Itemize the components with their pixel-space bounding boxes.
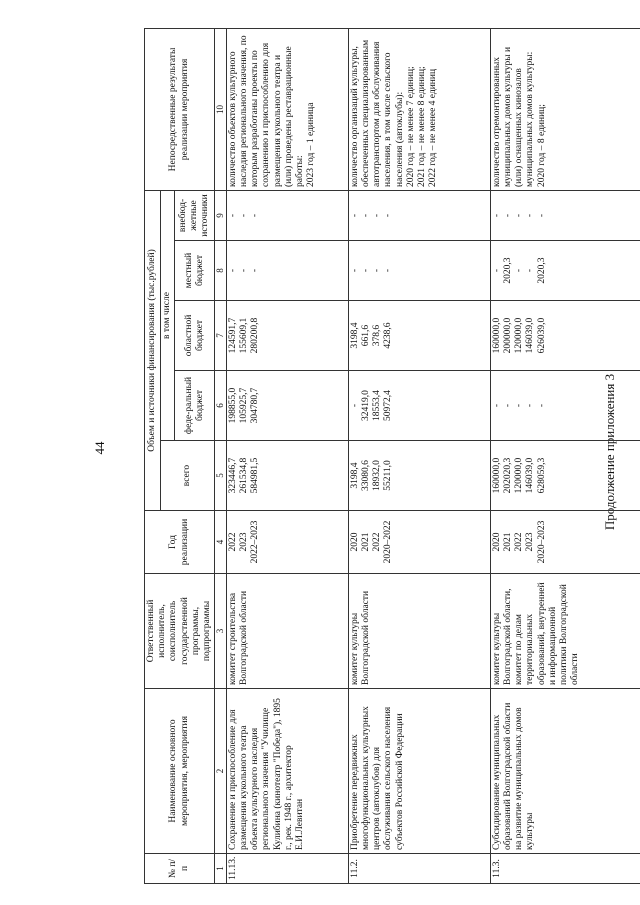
value-line: - (372, 268, 383, 273)
value-line: 202020,3 (503, 457, 514, 494)
text-line: 2020 год – 8 единиц; (536, 104, 547, 187)
value-line: - (491, 213, 502, 218)
activity-name (226, 689, 348, 854)
offbudget-values (348, 190, 490, 240)
funding-table (144, 28, 640, 884)
value-line: 2020 (491, 532, 502, 552)
value-line: 2022–2023 (250, 520, 261, 564)
table-row (490, 28, 640, 883)
col-index: 1 (215, 854, 227, 884)
federal-values (348, 371, 490, 441)
table-body (226, 28, 640, 883)
value-line: 2020 (349, 532, 360, 552)
value-line: - (525, 213, 536, 218)
text-line: Субсидирование муниципальных образований Волгоградской области на развитие муниципальных домов культуры (491, 702, 536, 850)
value-line: - (383, 268, 394, 273)
value-line: - (250, 213, 261, 218)
value-line: 2020–2022 (383, 520, 394, 564)
value-line: - (361, 268, 372, 273)
regional-values (348, 301, 490, 371)
value-line: 146039,0 (525, 457, 536, 494)
value-line: - (239, 213, 250, 218)
text-line: количество отремонтированных муниципальных домов культуры и (или) оснащенных кинозалов муниципальных домов культуры: (491, 46, 536, 187)
text-line: 11.3. (491, 859, 502, 878)
header-name: Наименование основного мероприятия, мероприятия (145, 689, 215, 854)
value-line: 2022 (514, 532, 525, 552)
executor (226, 574, 348, 689)
value-line: 32419,0 (361, 390, 372, 421)
value-line: 2020,3 (536, 257, 547, 284)
value-line: - (525, 268, 536, 273)
activity-name (348, 689, 490, 854)
value-line: 4238,6 (383, 322, 394, 349)
value-line: - (383, 213, 394, 218)
value-line: - (491, 403, 502, 408)
regional-values (490, 301, 640, 371)
header-executor: Ответственный исполнитель, соисполнитель государственной программы, подпрограммы (145, 574, 215, 689)
header-incl: в том числе (161, 190, 175, 440)
table-row (348, 28, 490, 883)
continuation-note: Продолжение приложения 3 (602, 373, 617, 531)
value-line: 626039,0 (536, 317, 547, 354)
value-line: - (491, 268, 502, 273)
value-line: 3198,4 (349, 322, 360, 349)
col-index: 9 (215, 190, 227, 240)
local-values (490, 241, 640, 301)
header-year: Год реализации (145, 511, 215, 574)
value-line: 18932,0 (372, 460, 383, 491)
value-line: - (227, 213, 238, 218)
executor (490, 574, 640, 689)
header-results: Непосредственные результаты реализации мероприятия (145, 28, 215, 190)
value-line: - (227, 268, 238, 273)
value-line: 50972,4 (383, 390, 394, 421)
value-line: 55211,0 (383, 460, 394, 491)
value-line: 2022 (227, 532, 238, 552)
header-regional: областной бюджет (175, 301, 215, 371)
value-line: 200000,0 (503, 317, 514, 354)
col-index: 8 (215, 241, 227, 301)
text-line: количество организаций культуры, обеспеченных специализированным автотранспортом для обслуживания населения, в том числе сельского населения (автоклубы): (349, 39, 405, 187)
offbudget-values (226, 190, 348, 240)
row-number (348, 854, 490, 884)
col-index: 2 (215, 689, 227, 854)
text-line: 11.13. (227, 856, 238, 880)
col-index: 6 (215, 371, 227, 441)
text-line: Приобретение передвижных многофункциональных культурных центров (автоклубов) для обслуживания сельского населения субъектов Российской Федерации (349, 706, 405, 850)
results-text (226, 28, 348, 190)
text-line: Сохранение и приспособление для размещения кукольного театра объекта культурного наследия регионального значения "Училище Кулибина (кинотеатр "Победа"), 1895 г., рек. 1948 г., архитектор Е.И.Левитан (227, 698, 306, 850)
column-index-row (215, 28, 227, 883)
value-line: 280200,8 (250, 317, 261, 354)
activity-name (490, 689, 640, 854)
value-line: - (349, 213, 360, 218)
value-line: 2020,3 (503, 257, 514, 284)
regional-values (226, 301, 348, 371)
years-list (490, 511, 640, 574)
years-list (348, 511, 490, 574)
col-index: 4 (215, 511, 227, 574)
results-text (490, 28, 640, 190)
rotated-table-container (144, 29, 628, 884)
value-line: - (525, 403, 536, 408)
value-line: 124591,7 (227, 317, 238, 354)
row-number (490, 854, 640, 884)
value-line: - (361, 213, 372, 218)
local-values (226, 241, 348, 301)
value-line: 2021 (361, 532, 372, 552)
table-row (226, 28, 348, 883)
value-line: 2021 (503, 532, 514, 552)
years-list (226, 511, 348, 574)
value-line: 378,6 (372, 324, 383, 347)
header-federal: феде-ральный бюджет (175, 371, 215, 441)
value-line: 120000,0 (514, 457, 525, 494)
total-values (348, 441, 490, 511)
total-values (226, 441, 348, 511)
value-line: - (372, 213, 383, 218)
value-line: - (503, 403, 514, 408)
value-line: 2023 (239, 532, 250, 552)
header-funding: Объем и источники финансирования (тыс.рублей) (145, 190, 161, 510)
value-line: 661,6 (361, 324, 372, 347)
value-line: 3198,4 (349, 462, 360, 489)
value-line: 155609,1 (239, 317, 250, 354)
header-offbudget: внебюд-жетные источники (175, 190, 215, 240)
value-line: 146039,0 (525, 317, 536, 354)
total-values (490, 441, 640, 511)
col-index: 7 (215, 301, 227, 371)
value-line: 33080,6 (361, 460, 372, 491)
value-line: 105925,7 (239, 387, 250, 424)
value-line: - (514, 213, 525, 218)
local-values (348, 241, 490, 301)
value-line: - (349, 403, 360, 408)
value-line: - (250, 268, 261, 273)
value-line: 628059,3 (536, 457, 547, 494)
text-line: комитет культуры Волгоградской области, комитет по делам территориальных образований, внутренней и информационной политики Волгоградской области (491, 582, 581, 685)
federal-values (490, 371, 640, 441)
value-line: 584981,5 (250, 457, 261, 494)
text-line: количество объектов культурного наследия регионального значения, по которым разработаны проекты по сохранению и приспособлению для размещения кукольного театра и (или) проведены реставрационные работы: (227, 35, 306, 187)
value-line: 198855,0 (227, 387, 238, 424)
text-line: комитет культуры Волгоградской области (349, 590, 372, 685)
value-line: 261534,8 (239, 457, 250, 494)
row-number (226, 854, 348, 884)
text-line: 2020 год – не менее 7 единиц; (405, 66, 416, 187)
value-line: 160000,0 (491, 457, 502, 494)
value-line: - (536, 213, 547, 218)
header-local: местный бюджет (175, 241, 215, 301)
header-num: № п/п (145, 854, 215, 884)
value-line: 2023 (525, 532, 536, 552)
offbudget-values (490, 190, 640, 240)
value-line: - (503, 213, 514, 218)
value-line: 160000,0 (491, 317, 502, 354)
executor (348, 574, 490, 689)
value-line: - (239, 268, 250, 273)
value-line: - (349, 268, 360, 273)
value-line: - (514, 403, 525, 408)
page-number: 44 (92, 441, 107, 455)
value-line: 323446,7 (227, 457, 238, 494)
federal-values (226, 371, 348, 441)
value-line: 120000,0 (514, 317, 525, 354)
value-line: 18553,4 (372, 390, 383, 421)
text-line: 2021 год – не менее 8 единиц; (417, 66, 428, 187)
header-total: всего (161, 441, 215, 511)
text-line: 11.2. (349, 859, 360, 878)
value-line: 2022 (372, 532, 383, 552)
col-index: 3 (215, 574, 227, 689)
text-line: 2022 год – не менее 4 единиц (428, 68, 439, 187)
value-line: 304780,7 (250, 387, 261, 424)
col-index: 5 (215, 441, 227, 511)
value-line: - (536, 403, 547, 408)
text-line: комитет строительства Волгоградской области (227, 590, 250, 685)
text-line: 2023 год – 1 единица (306, 102, 317, 187)
results-text (348, 28, 490, 190)
value-line: 2020–2023 (536, 520, 547, 564)
value-line: - (514, 268, 525, 273)
col-index: 10 (215, 28, 227, 190)
